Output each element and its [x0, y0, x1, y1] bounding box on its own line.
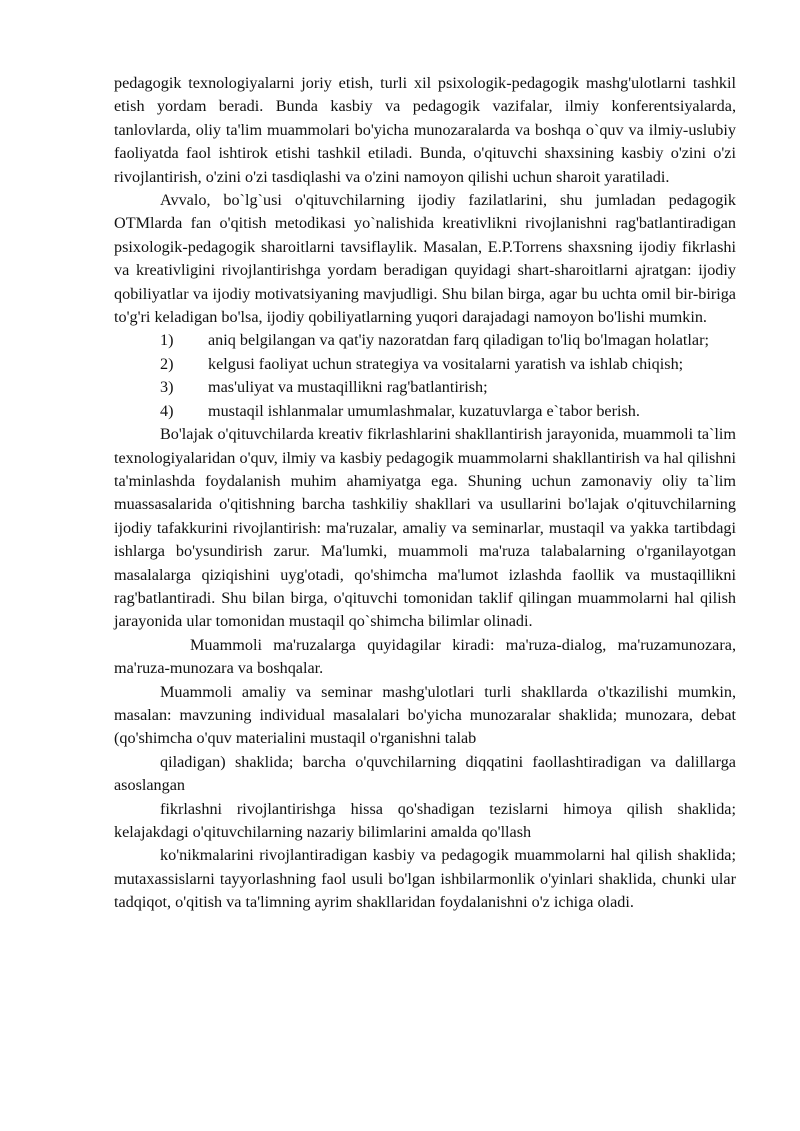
paragraph-torrens: Avvalo, bo`lg`usi o'qituvchilarning ijodiy fazilatlarini, shu jumladan pedagogik OTMlarda fan o'qitish metodikasi yo`nalishida kreativlikni rivojlanishni rag'batlantiradigan psixologik-pedagogik sharoitlarni tavsiflaylik. Masalan, E.P.Torrens shaxsning ijodiy fikrlashi va kreativligini rivojlantirishga yordam beradigan quyidagi shart-sharoitlarni ajratgan: ijodiy qobiliyatlar va ijodiy motivatsiyaning mavjudligi. Shu bilan birga, agar bu uchta omil bir-biriga to'g'ri keladigan bo'lsa, ijodiy qobiliyatlarning yuqori darajadagi namoyon bo'lishi mumkin.	[114, 191, 736, 327]
list-item-1	[114, 329, 736, 352]
list-text: aniq belgilangan va qat'iy nazoratdan farq qiladigan to'liq bo'lmagan holatlar;	[208, 331, 709, 350]
list-number: 2)	[160, 354, 174, 373]
list-text: mustaqil ishlanmalar umumlashmalar, kuzatuvlarga e`tabor berish.	[208, 401, 640, 420]
list-number: 3)	[160, 378, 174, 397]
paragraph-problem-lectures: Muammoli ma'ruzalarga quyidagilar kiradi: ma'ruza-dialog, ma'ruzamunozara, ma'ruza-munozara va boshqalar.	[114, 635, 736, 678]
document-page	[114, 72, 736, 915]
paragraph-creative-thinking: Bo'lajak o'qituvchilarda kreativ fikrlashlarini shakllantirish jarayonida, muammoli ta`lim texnologiyalaridan o'quv, ilmiy va kasbiy pedagogik muammolarni shakllantirish va hal qilishni ta'minlashda foydalanish muhim ahamiyatga ega. Shuning uchun zamonaviy oliy ta`lim muassasalarida o'qitishning barcha tashkiliy shakllari va usullarini bo'lajak o'qituvchilarning ijodiy tafakkurini rivojlantirish: ma'ruzalar, amaliy va seminarlar, mustaqil va yakka tartibdagi ishlarga bo'ysundirish zarur. Ma'lumki, muammoli ma'ruza talabalarning o'rganilayotgan masalalarga qiziqishini uyg'otadi, qo'shimcha ma'lumot izlashda faollik va mustaqillikni rag'batlantiradi. Shu bilan birga, o'qituvchi tomonidan taklif qilingan muammolarni hal qilish jarayonida ular tomonidan mustaqil qo`shimcha bilimlar olinadi.	[114, 425, 736, 631]
list-number: 4)	[160, 401, 174, 420]
paragraph-seminars-cont-2: fikrlashni rivojlantirishga hissa qo'shadigan tezislarni himoya qilish shaklida; kelajakdagi o'qituvchilarning nazariy bilimlarini amalda qo'llash	[114, 799, 736, 841]
paragraph-intro: pedagogik texnologiyalarni joriy etish, turli xil psixologik-pedagogik mashg'ulotlarni tashkil etish yordam beradi. Bunda kasbiy va pedagogik vazifalar, ilmiy konferentsiyalarda, tanlovlarda, oliy ta'lim muammolari bo'yicha munozaralarda va boshqa o`quv va ilmiy-uslubiy faoliyatda faol ishtirok etishi tashkil etiladi. Bunda, o'qituvchi shaxsining kasbiy o'zini o'zi rivojlantirish, o'zini o'zi tasdiqlashi va o'zini namoyon qilishi uchun sharoit yaratiladi.	[114, 74, 736, 186]
list-text: mas'uliyat va mustaqillikni rag'batlantirish;	[208, 378, 488, 397]
list-item-2	[114, 353, 736, 376]
paragraph-seminars-cont-3: ko'nikmalarini rivojlantiradigan kasbiy va pedagogik muammolarni hal qilish shaklida; mutaxassislarni tayyorlashning faol usuli bo'lgan ishbilarmonlik o'yinlari shaklida, chunki ular tadqiqot, o'qitish va ta'limning ayrim shakllaridan foydalanishni o'z ichiga oladi.	[114, 846, 736, 912]
list-item-3	[114, 376, 736, 399]
list-item-4	[114, 400, 736, 423]
paragraph-seminars: Muammoli amaliy va seminar mashg'ulotlari turli shakllarda o'tkazilishi mumkin, masalan: mavzuning individual masalalari bo'yicha munozaralar shaklida; munozara, debat (qo'shimcha o'quv materialini mustaqil o'rganishni talab	[114, 682, 736, 748]
paragraph-seminars-cont-1: qiladigan) shaklida; barcha o'quvchilarning diqqatini faollashtiradigan va dalillarga asoslangan	[114, 752, 736, 795]
list-text: kelgusi faoliyat uchun strategiya va vositalarni yaratish va ishlab chiqish;	[208, 354, 684, 373]
list-number: 1)	[160, 331, 174, 350]
